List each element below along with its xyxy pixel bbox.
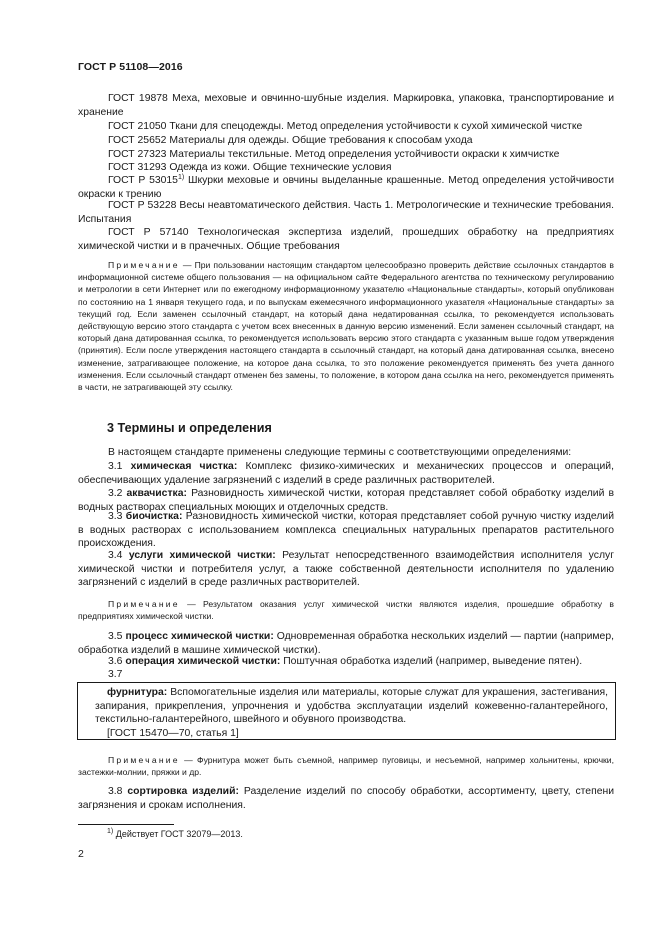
note-fittings: Примечание — Фурнитура может быть съемной, например пуговицы, и несъемной, например хольнитены, крючки, застежки-молнии, пряжки и др. <box>78 755 614 778</box>
section-heading: 3 Термины и определения <box>107 421 272 435</box>
term-number: 3.7 <box>108 669 123 680</box>
reference-item: ГОСТ Р 53228 Весы неавтоматического действия. Часть 1. Метрологические и технические требования. Испытания <box>78 200 615 225</box>
footnote: $^{1)}$ Действует ГОСТ 32079—2013. <box>107 828 243 839</box>
page-number: 2 <box>78 848 84 860</box>
reference-item: ГОСТ 31293 Одежда из кожи. Общие технические условия <box>108 162 392 173</box>
note-label: Примечание <box>108 260 180 270</box>
note-references: Примечание — При пользовании настоящим стандартом целесообразно проверить действие ссылочных стандартов в информационной системе общего пользования — на официальном сайте Федерального агентства по техническому регулированию и метрологии в сети Интернет или по ежегодному информационному указателю «Национальные стандарты», который опубликован по состоянию на 1 января текущего года, и по выпускам ежемесячного информационного указателя «Национальные стандарты» за текущий год. Если заменен ссылочный стандарт, на который дана недатированная ссылка, то рекомендуется использовать действующую версию этого стандарта с учетом всех внесенных в данную версию изменений. Если заменен ссылочный стандарт, на который дана датированная ссылка, то рекомендуется использовать версию этого стандарта с указанным выше годом утверждения (принятия). Если после утверждения настоящего стандарта в ссылочный стандарт, на который дана датированная ссылка, внесено изменение, затрагивающее положение, на которое дана ссылка, то это положение рекомендуется применять без учета данного изменения. Если ссылочный стандарт отменен без замены, то положение, в котором дана ссылка на него, рекомендуется применять в части, не затрагивающей эту ссылку. <box>78 260 614 393</box>
reference-item: ГОСТ 25652 Материалы для одежды. Общие требования к способам ухода <box>108 135 473 146</box>
note-label: Примечание <box>108 599 180 609</box>
page-header: ГОСТ Р 51108—2016 <box>78 61 183 73</box>
footnote-separator <box>78 824 174 825</box>
term-definition: 3.8 сортировка изделий: Разделение изделий по способу обработки, ассортименту, цвету, степени загрязнения и срокам исполнения. <box>78 786 615 811</box>
term-definition: 3.3 биочистка: Разновидность химической чистки, которая представляет собой ручную чистку изделий в водных растворах с использованием комплекса специальных натуральных препаратов растительного происхождения. <box>78 511 615 550</box>
reference-item: ГОСТ 27323 Материалы текстильные. Метод определения устойчивости окраски к химчистке <box>108 149 560 160</box>
note-services: Примечание — Результатом оказания услуг химической чистки являются изделия, прошедшие обработку в предприятиях химической чистки. <box>78 599 614 622</box>
term-definition: 3.2 аквачистка: Разновидность химической чистки, которая представляет собой обработку изделий в водных растворах специальных моющих и отделочных средств. <box>78 488 614 513</box>
reference-item: ГОСТ Р 57140 Технологическая экспертиза изделий, прошедших обработку на предприятиях химической чистки и в прачечных. Общие требования <box>78 227 614 252</box>
reference-item: ГОСТ 21050 Ткани для спецодежды. Метод определения устойчивости к сухой химической чистке <box>108 121 583 132</box>
boxed-term-definition: фурнитура: Вспомогательные изделия или материалы, которые служат для украшения, застегивания, запирания, прикрепления, упрочнения и удобства эксплуатации изделий кожевенно-галантерейного, текстильно-галантерейного, швейного и обувного производства. <box>95 687 608 726</box>
term-definition: 3.1 химическая чистка: Комплекс физико-химических и механических процессов и операций, обеспечивающих удаление загрязнений с изделий в среде различных растворителей. <box>78 461 614 486</box>
boxed-term-source: [ГОСТ 15470—70, статья 1] <box>107 728 239 739</box>
term-definition: 3.5 процесс химической чистки: Одновременная обработка нескольких изделий — партии (например, обработка изделий в машине химической чистки). <box>78 631 614 656</box>
term-definition: 3.6 операция химической чистки: Поштучная обработка изделий (например, выведение пятен). <box>108 656 583 667</box>
reference-item: ГОСТ 19878 Меха, меховые и овчинно-шубные изделия. Маркировка, упаковка, транспортирование и хранение <box>78 93 614 118</box>
term-definition: 3.4 услуги химической чистки: Результат непосредственного взаимодействия исполнителя услуг химической чистки и потребителя услуг, а также собственной деятельности исполнителя по удалению загрязнений с изделий в среде различных растворителей. <box>78 550 614 589</box>
section-intro: В настоящем стандарте применены следующие термины с соответствующими определениями: <box>108 447 572 458</box>
reference-item: ГОСТ Р 53015$^{1)}$ Шкурки меховые и овчины выделанные крашенные. Метод определения устойчивости окраски к трению <box>78 174 615 200</box>
note-label: Примечание <box>108 755 180 765</box>
